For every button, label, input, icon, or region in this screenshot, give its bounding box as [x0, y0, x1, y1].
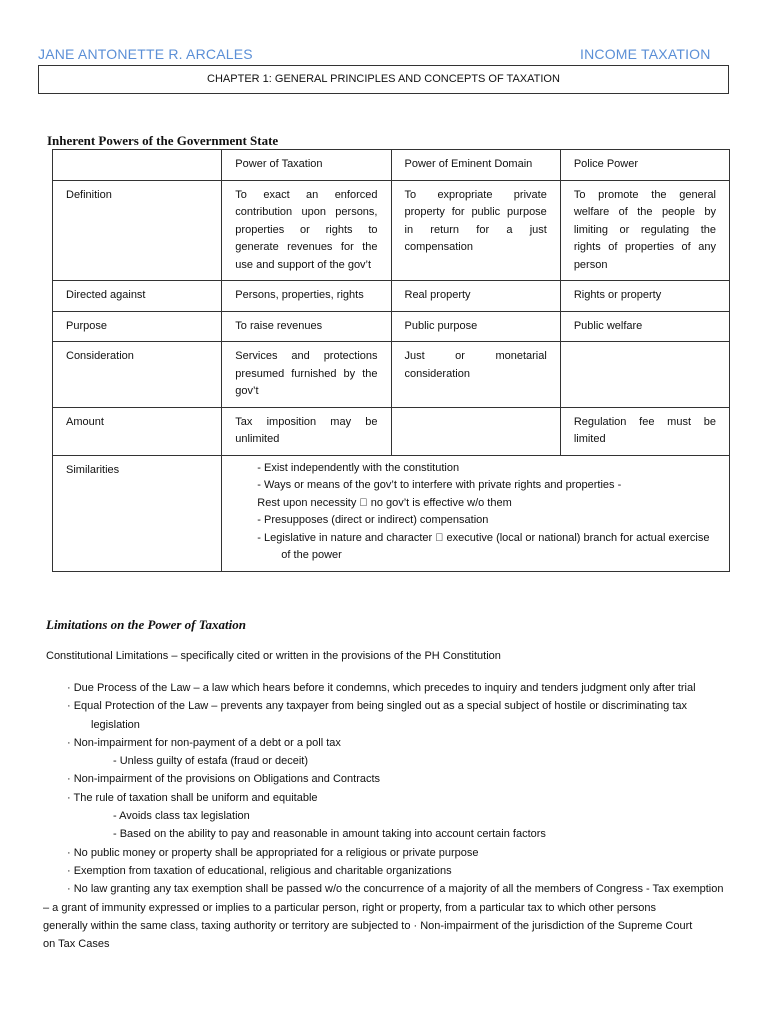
- similarity-item: of the power: [281, 549, 342, 561]
- table-row: [53, 342, 730, 408]
- table-row: [53, 311, 730, 342]
- table-cell: Public purpose: [391, 311, 560, 342]
- list-item: - Based on the ability to pay and reasonable in amount taking into account certain factors: [113, 828, 546, 841]
- list-item: generally within the same class, taxing authority or territory are subjected to · Non-impairment of the jurisdiction of the Supreme Court: [43, 919, 693, 932]
- row-label: Directed against: [53, 281, 222, 312]
- inherent-powers-table: [52, 149, 730, 572]
- author-name: JANE ANTONETTE R. ARCALES: [38, 46, 253, 62]
- section-title: Inherent Powers of the Government State: [47, 133, 279, 148]
- table-cell: [560, 342, 729, 408]
- row-label: Amount: [53, 407, 222, 455]
- constitutional-limitations-heading: Constitutional Limitations – specifically cited or written in the provisions of the PH Constitution: [46, 650, 501, 662]
- table-cell: Real property: [391, 281, 560, 312]
- list-item: - Unless guilty of estafa (fraud or deceit): [113, 755, 309, 768]
- table-row: [53, 180, 730, 281]
- table-header-cell: [53, 150, 222, 181]
- similarity-item: - Presupposes (direct or indirect) compensation: [257, 514, 489, 526]
- row-label: Similarities: [53, 455, 222, 571]
- list-item: · No public money or property shall be appropriated for a religious or private purpose: [67, 846, 479, 859]
- limitations-title: Limitations on the Power of Taxation: [46, 617, 246, 632]
- list-item: · The rule of taxation shall be uniform and equitable: [67, 791, 318, 804]
- table-cell: Rights or property: [560, 281, 729, 312]
- list-item: · No law granting any tax exemption shall be passed w/o the concurrence of a majority of all the members of Congress - Tax exemption: [67, 883, 724, 896]
- list-item: · Equal Protection of the Law – prevents any taxpayer from being singled out as a special subject of hostile or discriminating tax: [67, 700, 688, 713]
- list-item: · Non-impairment for non-payment of a debt or a poll tax: [67, 736, 341, 749]
- table-cell: To exact an enforced contribution upon persons, properties or rights to generate revenues for the use and support of the gov’t: [222, 180, 391, 281]
- table-cell: [391, 407, 560, 455]
- table-row: [53, 407, 730, 455]
- table-cell: To raise revenues: [222, 311, 391, 342]
- similarity-item: Rest upon necessity no gov’t is effective w/o them: [257, 496, 501, 509]
- table-header-cell: Power of Eminent Domain: [391, 150, 560, 181]
- limitations-list: [43, 679, 732, 953]
- table-cell: To promote the general welfare of the people by limiting or regulating the rights of properties of any person: [560, 180, 729, 281]
- table-header-row: [53, 150, 730, 181]
- table-cell: To expropriate private property for public purpose in return for a just compensation: [391, 180, 560, 281]
- row-label: Consideration: [53, 342, 222, 408]
- table-cell: Just or monetarial consideration: [391, 342, 560, 408]
- list-item: – a grant of immunity expressed or implies to a particular person, right or property, from a particular tax to which other persons: [43, 901, 657, 914]
- table-cell: Regulation fee must be limited: [560, 407, 729, 455]
- list-item: · Non-impairment of the provisions on Obligations and Contracts: [67, 773, 381, 786]
- table-cell: Services and protections presumed furnished by the gov’t: [222, 342, 391, 408]
- list-item: on Tax Cases: [43, 938, 110, 951]
- list-item: · Exemption from taxation of educational, religious and charitable organizations: [67, 864, 452, 877]
- similarities-row: [53, 455, 730, 571]
- table-row: [53, 281, 730, 312]
- list-item: · Due Process of the Law – a law which hears before it condemns, which precedes to inquiry and tenders judgment only after trial: [67, 682, 696, 694]
- table-cell: Persons, properties, rights: [222, 281, 391, 312]
- similarities-cell: [222, 455, 730, 571]
- table-header-cell: Police Power: [560, 150, 729, 181]
- course-title: INCOME TAXATION: [580, 46, 711, 62]
- list-item: legislation: [91, 718, 140, 731]
- row-label: Purpose: [53, 311, 222, 342]
- list-item: - Avoids class tax legislation: [113, 810, 250, 823]
- table-header-cell: Power of Taxation: [222, 150, 391, 181]
- similarity-item: - Exist independently with the constitution: [257, 461, 460, 474]
- table-cell: Public welfare: [560, 311, 729, 342]
- similarity-item: - Ways or means of the gov’t to interfere with private rights and properties -: [257, 479, 622, 491]
- chapter-title: CHAPTER 1: GENERAL PRINCIPLES AND CONCEPTS OF TAXATION: [38, 65, 729, 94]
- table-cell: Tax imposition may be unlimited: [222, 407, 391, 455]
- similarity-item: - Legislative in nature and character executive (local or national) branch for actual exercise: [257, 531, 699, 544]
- row-label: Definition: [53, 180, 222, 281]
